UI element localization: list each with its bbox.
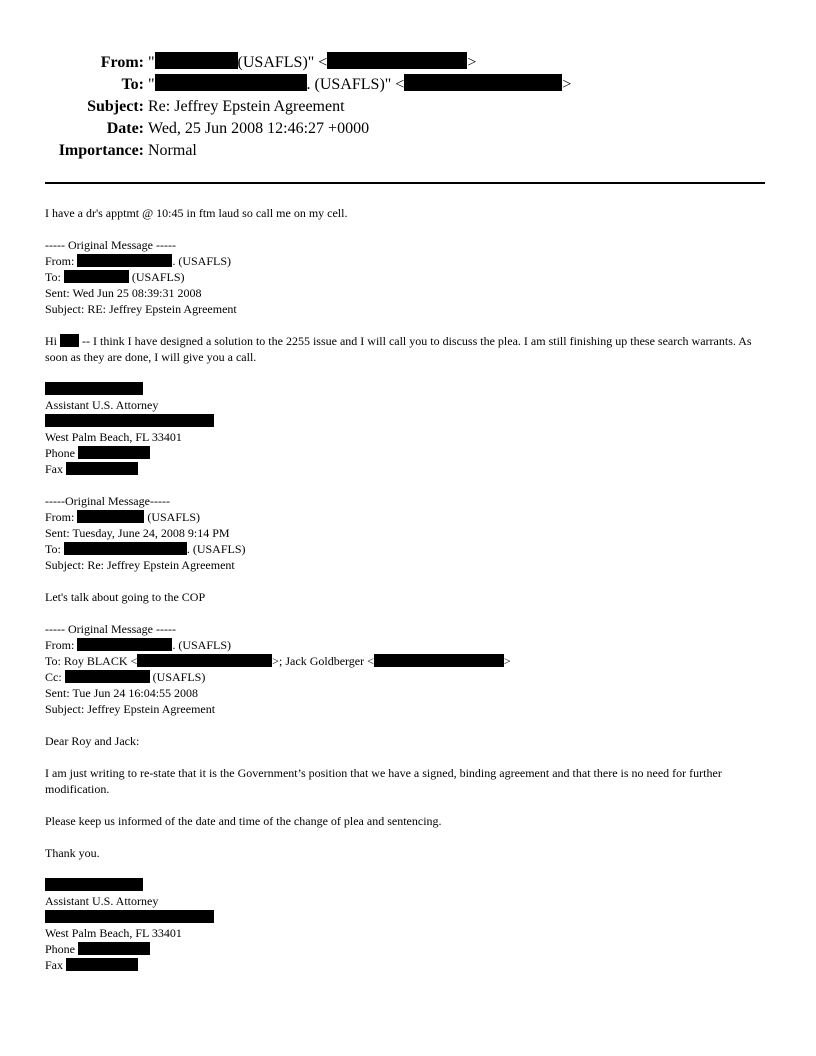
sig1-city: West Palm Beach, FL 33401 xyxy=(45,430,182,444)
email-header xyxy=(40,52,571,162)
header-subject xyxy=(40,96,571,118)
reply-text: I have a dr's apptmt @ 10:45 in ftm laud so call me on my cell. xyxy=(45,206,348,220)
redaction xyxy=(77,638,172,651)
msg3-closing: Thank you. xyxy=(45,846,100,860)
msg1-from: From: . (USAFLS) xyxy=(45,254,232,268)
importance-label: Importance: xyxy=(58,142,144,159)
sig1-fax: Fax xyxy=(45,461,767,477)
redaction xyxy=(60,334,79,347)
redaction xyxy=(327,52,467,69)
redaction xyxy=(66,462,138,475)
redaction xyxy=(64,270,129,283)
importance-value: Normal xyxy=(148,142,197,159)
to-label: To: xyxy=(121,76,144,93)
redaction xyxy=(77,510,144,523)
redaction xyxy=(65,670,150,683)
header-date xyxy=(40,118,571,140)
msg2-sent: Sent: Tuesday, June 24, 2008 9:14 PM xyxy=(45,526,230,540)
original-message-marker: -----Original Message----- xyxy=(45,494,170,508)
subject-label: Subject: xyxy=(87,98,144,115)
msg2-from: From: (USAFLS) xyxy=(45,510,201,524)
msg2-body: Let's talk about going to the COP xyxy=(45,590,206,604)
msg3-paragraph-1: I am just writing to re-state that it is the Government’s position that we have a signed, binding agreement and that there is no need for further modification. xyxy=(45,766,722,796)
sig2-phone: Phone xyxy=(45,941,767,957)
redaction xyxy=(78,942,150,955)
redaction xyxy=(137,654,272,667)
redaction xyxy=(66,958,138,971)
redaction xyxy=(155,52,238,69)
msg1-body: Hi -- I think I have designed a solution to the 2255 issue and I will call you to discuss the plea. I am still finishing up these search warrants. As soon as they are done, I will give you a call. xyxy=(45,334,752,364)
msg3-subject: Subject: Jeffrey Epstein Agreement xyxy=(45,702,216,716)
msg1-subject: Subject: RE: Jeffrey Epstein Agreement xyxy=(45,302,237,316)
sig1-title: Assistant U.S. Attorney xyxy=(45,398,159,412)
redaction xyxy=(374,654,504,667)
date-value: Wed, 25 Jun 2008 12:46:27 +0000 xyxy=(148,120,370,137)
msg3-cc: Cc: (USAFLS) xyxy=(45,670,206,684)
redaction xyxy=(45,878,143,891)
date-label: Date: xyxy=(106,120,144,137)
msg2-to: To: . (USAFLS) xyxy=(45,542,246,556)
msg1-to: To: (USAFLS) xyxy=(45,270,185,284)
sig2-title: Assistant U.S. Attorney xyxy=(45,894,159,908)
msg1-sent: Sent: Wed Jun 25 08:39:31 2008 xyxy=(45,286,202,300)
header-to: To: " . (USAFLS)" < > xyxy=(40,74,571,96)
redaction xyxy=(77,254,172,267)
msg2-subject: Subject: Re: Jeffrey Epstein Agreement xyxy=(45,558,235,572)
header-importance xyxy=(40,140,571,162)
sig1-phone: Phone xyxy=(45,445,767,461)
msg3-from: From: . (USAFLS) xyxy=(45,638,232,652)
redaction xyxy=(64,542,187,555)
msg3-sent: Sent: Tue Jun 24 16:04:55 2008 xyxy=(45,686,199,700)
redaction xyxy=(45,910,214,923)
subject-value: Re: Jeffrey Epstein Agreement xyxy=(148,98,345,115)
redaction xyxy=(155,74,307,91)
email-body xyxy=(45,205,767,973)
header-from: From: " (USAFLS)" < > xyxy=(40,52,571,74)
msg3-salutation: Dear Roy and Jack: xyxy=(45,734,140,748)
redaction xyxy=(78,446,150,459)
sig2-city: West Palm Beach, FL 33401 xyxy=(45,926,182,940)
header-divider xyxy=(45,182,765,184)
sig2-fax: Fax xyxy=(45,957,767,973)
msg3-to: To: Roy BLACK < >; Jack Goldberger < > xyxy=(45,654,511,668)
msg3-paragraph-2: Please keep us informed of the date and time of the change of plea and sentencing. xyxy=(45,814,442,828)
original-message-marker: ----- Original Message ----- xyxy=(45,238,176,252)
original-message-marker: ----- Original Message ----- xyxy=(45,622,176,636)
from-label: From: xyxy=(100,54,144,71)
redaction xyxy=(404,74,562,91)
redaction xyxy=(45,382,143,395)
redaction xyxy=(45,414,214,427)
